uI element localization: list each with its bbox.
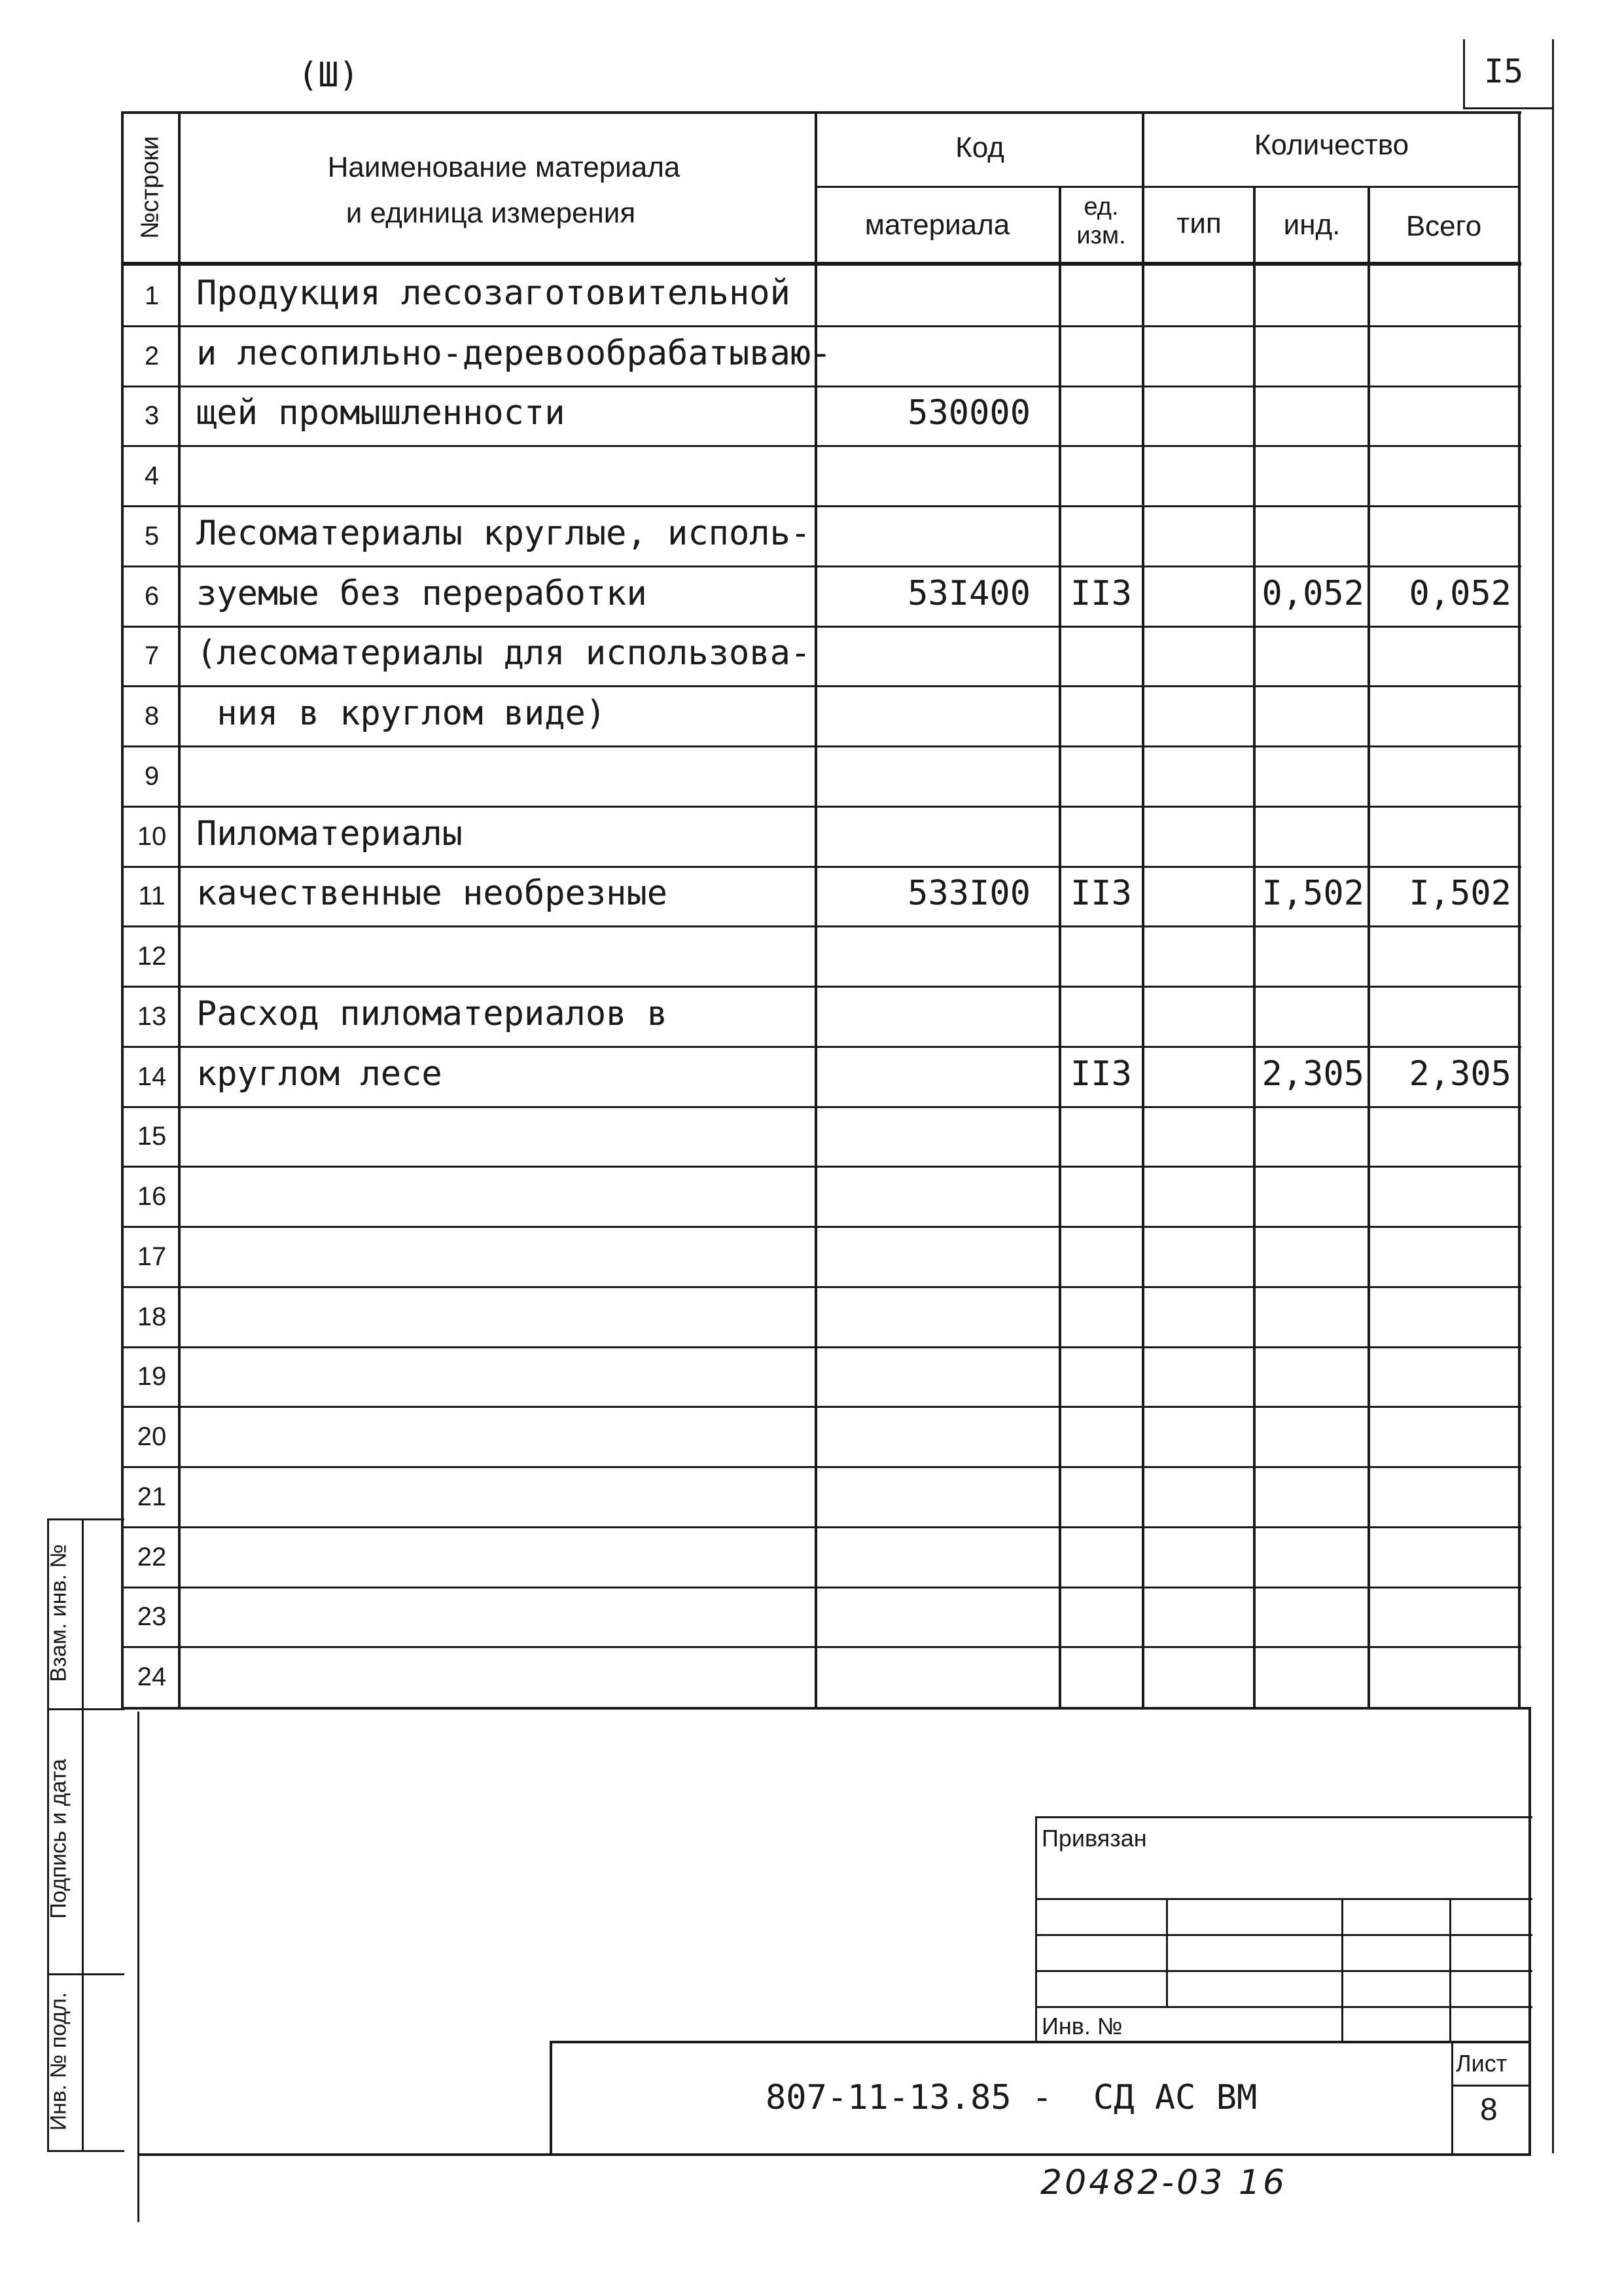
title-block-line-4 — [1035, 2006, 1532, 2008]
material-name: и лесопильно-деревообрабатываю- — [196, 333, 832, 373]
row-separator — [121, 1106, 1521, 1108]
quantity-total: 2,305 — [1409, 1054, 1511, 1094]
handwritten-number: 20482-03 16 — [1040, 2163, 1288, 2202]
row-separator — [121, 1466, 1521, 1468]
col-header-type: тип — [1176, 207, 1222, 240]
title-block-col-1 — [1166, 1898, 1168, 2006]
title-block-main-top — [550, 2041, 1531, 2043]
row-number: 19 — [137, 1362, 167, 1391]
row-number: 5 — [144, 521, 160, 550]
row-separator — [121, 1286, 1521, 1288]
row-separator — [121, 1166, 1521, 1168]
side-stamp-original-inv: Инв. № подл. — [46, 1992, 71, 2131]
title-block-attached-top — [1035, 1816, 1532, 1818]
table-bottom-border — [121, 1707, 1531, 1710]
row-separator — [121, 1587, 1521, 1588]
quantity-total: I,502 — [1409, 874, 1511, 914]
side-stamp-sep1 — [47, 1708, 124, 1710]
table-left-border — [121, 111, 124, 1710]
material-name: Лесоматериалы круглые, исполь- — [196, 513, 811, 553]
material-code: 53I400 — [908, 573, 1031, 613]
header-mid-line — [815, 186, 1520, 188]
sheet-box-left — [1451, 2041, 1453, 2155]
unit-code: II3 — [1070, 1054, 1132, 1094]
material-name: (лесоматериалы для использова- — [196, 634, 811, 673]
page-number-divider — [1463, 39, 1465, 108]
side-stamp-top-line — [47, 1518, 124, 1520]
row-number: 16 — [137, 1182, 167, 1211]
table-right-border — [1518, 111, 1521, 1710]
row-separator — [121, 925, 1521, 927]
row-number: 9 — [144, 761, 160, 791]
row-number: 21 — [137, 1482, 167, 1511]
row-number: 17 — [137, 1242, 167, 1271]
section-mark: (Ш) — [298, 56, 359, 95]
row-separator — [121, 1226, 1521, 1228]
col-line-type — [1253, 186, 1256, 1708]
inv-no-label: Инв. № — [1042, 2013, 1123, 2039]
row-number: 24 — [137, 1662, 167, 1692]
row-separator — [121, 1346, 1521, 1348]
frame-top-right-line — [1463, 107, 1553, 109]
row-number: 10 — [137, 821, 167, 851]
row-separator — [121, 1406, 1521, 1408]
quantity-individual: 0,052 — [1262, 573, 1364, 613]
row-number: 1 — [144, 281, 160, 310]
row-number: 23 — [137, 1602, 167, 1632]
row-number: 7 — [144, 641, 160, 671]
row-number: 11 — [138, 882, 166, 911]
attached-label: Привязан — [1042, 1825, 1147, 1852]
col-header-quantity: Количество — [1254, 129, 1409, 161]
header-bottom-border — [121, 262, 1521, 266]
row-number: 20 — [137, 1422, 167, 1452]
quantity-individual: I,502 — [1262, 874, 1364, 914]
side-stamp-signature-date: Подпись и дата — [46, 1759, 71, 1919]
unit-code: II3 — [1070, 573, 1132, 613]
side-stamp-sep2 — [47, 1973, 124, 1975]
row-separator — [121, 866, 1521, 868]
row-number: 22 — [137, 1542, 167, 1571]
row-separator — [121, 505, 1521, 507]
row-separator — [121, 325, 1521, 327]
title-block-main-left — [550, 2041, 552, 2155]
material-name: зуемые без переработки — [196, 573, 647, 613]
col-header-name-line2: и единица измерения — [345, 197, 636, 229]
side-stamp-mid-line — [82, 1518, 84, 2150]
title-block-col-2 — [1341, 1898, 1343, 2042]
row-separator — [121, 1646, 1521, 1648]
frame-left-line — [137, 1712, 139, 2222]
row-number: 18 — [137, 1302, 167, 1331]
col-header-material: материала — [864, 209, 1010, 241]
row-separator — [121, 685, 1521, 687]
frame-right-line — [1552, 39, 1554, 2153]
col-line-material — [1059, 186, 1061, 1708]
sheet-box-mid — [1451, 2085, 1530, 2087]
title-block-line-2 — [1035, 1934, 1532, 1936]
quantity-individual: 2,305 — [1262, 1054, 1364, 1094]
row-separator — [121, 1526, 1521, 1528]
col-header-name-line1: Наименование материала — [327, 151, 680, 183]
title-block-attached-left — [1035, 1816, 1037, 2042]
document-designation: 807-11-13.85 - СД АС ВМ — [766, 2078, 1258, 2117]
material-name: круглом лесе — [196, 1054, 442, 1094]
unit-code: II3 — [1070, 874, 1132, 914]
col-header-total: Всего — [1405, 210, 1482, 242]
material-name: Пиломатериалы — [196, 814, 463, 853]
row-separator — [121, 626, 1521, 628]
row-separator — [121, 445, 1521, 447]
quantity-total: 0,052 — [1409, 573, 1511, 613]
row-number: 12 — [137, 942, 167, 971]
material-name: Расход пиломатериалов в — [196, 994, 668, 1033]
material-code: 533I00 — [908, 874, 1031, 914]
row-number: 3 — [144, 401, 160, 431]
title-block-line-3 — [1035, 1970, 1532, 1972]
material-name: Продукция лесозаготовительной — [196, 273, 790, 313]
row-number: 15 — [137, 1122, 167, 1151]
side-stamp-replaced-inv: Взам. инв. № — [46, 1544, 71, 1682]
sheet-label: Лист — [1456, 2050, 1508, 2077]
row-separator — [121, 386, 1521, 387]
title-block-line-1 — [1035, 1898, 1532, 1900]
material-name: ния в круглом виде) — [196, 694, 607, 734]
row-separator — [121, 806, 1521, 808]
col-line-ind — [1368, 186, 1370, 1708]
row-separator — [121, 986, 1521, 988]
col-line-unit — [1142, 111, 1144, 1708]
page-number: I5 — [1484, 52, 1524, 90]
material-name: щей промышленности — [196, 393, 565, 433]
col-header-code: Код — [955, 132, 1004, 164]
row-number: 4 — [144, 461, 160, 491]
row-number: 14 — [137, 1062, 167, 1091]
material-code: 530000 — [908, 393, 1031, 433]
col-header-unit-line2: изм. — [1076, 222, 1126, 249]
row-separator — [121, 565, 1521, 567]
row-separator — [121, 745, 1521, 747]
row-number: 2 — [144, 341, 160, 370]
col-header-unit-line1: ед. — [1084, 193, 1119, 221]
title-block-main-right — [1528, 1708, 1531, 2156]
sheet-number: 8 — [1480, 2092, 1498, 2127]
table-top-border — [121, 111, 1521, 114]
title-block-main-bottom — [137, 2153, 1531, 2156]
title-block-col-3 — [1449, 1898, 1451, 2042]
col-header-ind: инд. — [1283, 209, 1341, 241]
side-stamp-bottom-line — [47, 2150, 124, 2152]
material-name: качественные необрезные — [196, 874, 668, 914]
row-number: 8 — [144, 702, 160, 731]
row-separator — [121, 1046, 1521, 1048]
row-number: 13 — [137, 1001, 167, 1031]
col-header-row-no: №строки — [136, 135, 164, 240]
row-number: 6 — [144, 581, 160, 611]
